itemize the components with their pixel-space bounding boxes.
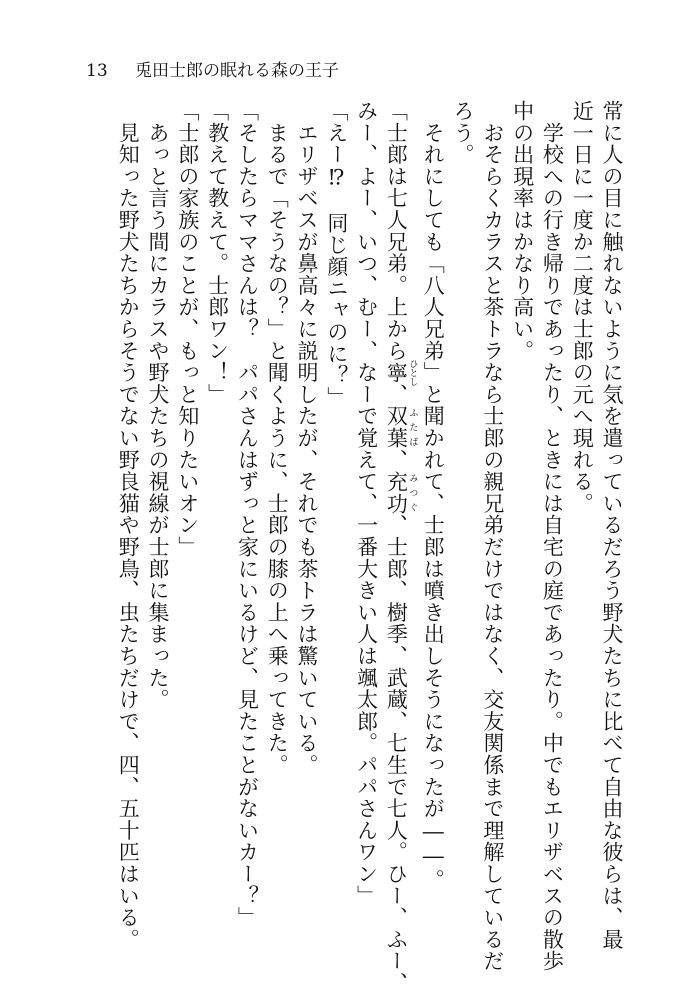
ruby-reading: みつぐ — [407, 470, 418, 515]
text-segment: 「教えて教えて。士郎ワン！」 — [205, 100, 230, 406]
ruby-base: 寧 — [384, 359, 409, 387]
text-segment: 「士郎の家族のことが、もっと知りたいオン」 — [175, 100, 200, 558]
text-segment: ろう。 — [451, 100, 476, 166]
text-segment: 、士郎、樹季、武蔵、七生で七人。ひー、ふー、 — [384, 514, 409, 994]
page-number: 13 — [86, 61, 108, 81]
ruby-reading: ひとし — [407, 359, 418, 387]
text-line — [291, 100, 321, 960]
text-line — [142, 100, 172, 960]
ruby-base: 充功 — [384, 470, 409, 515]
text-line — [537, 100, 567, 972]
text-segment: まるで「そうなの？」と聞くように、士郎の膝の上へ乗ってきた。 — [265, 100, 290, 776]
running-header — [86, 59, 339, 83]
text-line — [477, 100, 507, 972]
text-segment: 常に人の目に触れないように気を遣っているだろう野犬たちに比べて自由な彼らは、最 — [600, 100, 624, 951]
text-segment: 、 — [384, 383, 409, 406]
ruby-annotated-name — [384, 359, 418, 387]
text-line — [596, 100, 626, 960]
text-segment: 見知った野犬たちからそうでない野良猫や野鳥、虫たちだけで、四、五十匹はいる。 — [116, 100, 141, 951]
text-line — [202, 100, 232, 960]
text-line — [261, 100, 291, 960]
vertical-body-text — [66, 100, 626, 994]
text-segment: 「えー⁉ 同じ顔ニャのに？」 — [324, 100, 349, 409]
text-segment: 「そしたらママさんは？ パパさんはずっと家にいるけど、見たことがないカー？」 — [235, 100, 260, 929]
ruby-reading: ふたば — [407, 405, 418, 449]
text-line — [566, 100, 596, 960]
text-segment: それにしても「八人兄弟」と聞かれて、士郎は噴き出しそうになったが――。 — [421, 100, 446, 891]
text-segment: あっと言う間にカラスや野犬たちの視線が士郎に集まった。 — [146, 100, 171, 711]
ruby-base: 双葉 — [384, 405, 409, 449]
text-line — [321, 100, 351, 960]
text-line — [351, 100, 381, 960]
text-line — [112, 100, 142, 960]
book-title: 兎田士郎の眠れる森の王子 — [135, 61, 340, 81]
text-line — [447, 100, 477, 960]
text-line — [417, 100, 447, 960]
text-segment: 、 — [384, 448, 409, 471]
text-line — [172, 100, 202, 960]
text-line — [232, 100, 262, 960]
text-segment: エリザベスが鼻高々に説明したが、それでも茶トラは驚いている。 — [295, 100, 320, 776]
text-segment: みー、よー、いつ、むー、なーで覚えて、一番大きい人は颯太郎。パパさんワン」 — [354, 100, 379, 907]
text-segment: 近一日に一度か二度は士郎の元へ現れる。 — [570, 100, 595, 515]
text-segment: おそらくカラスと茶トラなら士郎の親兄弟だけではなく、交友関係まで理解しているだ — [480, 100, 505, 972]
ruby-annotated-name — [384, 470, 418, 515]
text-segment: 学校への行き帰りであったり、ときには自宅の庭であったり。中でもエリザベスの散歩 — [540, 100, 565, 972]
text-line — [381, 100, 418, 994]
ruby-annotated-name — [384, 405, 418, 449]
text-line — [507, 100, 537, 960]
text-segment: 「士郎は七人兄弟。上から — [384, 100, 409, 362]
text-segment: 中の出現率はかなり高い。 — [510, 100, 535, 362]
